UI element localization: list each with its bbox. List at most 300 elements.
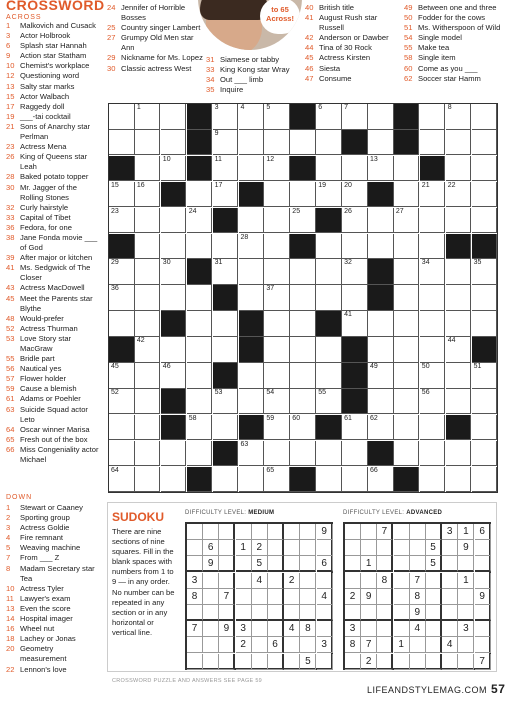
sudoku-empty-cell[interactable] [252,524,268,540]
sudoku-empty-cell[interactable] [458,589,474,605]
sudoku-empty-cell[interactable] [394,540,410,556]
crossword-cell[interactable] [187,311,213,337]
sudoku-medium-grid[interactable] [185,522,333,670]
sudoku-empty-cell[interactable] [187,524,203,540]
crossword-cell[interactable] [472,208,498,234]
crossword-cell[interactable] [264,389,290,415]
crossword-cell[interactable] [109,208,135,234]
sudoku-empty-cell[interactable] [442,621,458,637]
crossword-cell[interactable] [109,467,135,493]
crossword-cell[interactable] [316,156,342,182]
sudoku-empty-cell[interactable] [377,589,393,605]
crossword-cell[interactable] [420,182,446,208]
crossword-cell[interactable] [161,259,187,285]
crossword-cell[interactable] [135,208,161,234]
crossword-cell[interactable] [109,182,135,208]
crossword-cell[interactable] [394,415,420,441]
crossword-cell[interactable] [368,311,394,337]
crossword-cell[interactable] [316,389,342,415]
crossword-cell[interactable] [264,441,290,467]
crossword-cell[interactable] [135,415,161,441]
sudoku-empty-cell[interactable] [187,605,203,621]
crossword-cell[interactable] [420,130,446,156]
crossword-cell[interactable] [446,156,472,182]
sudoku-empty-cell[interactable] [219,540,235,556]
sudoku-empty-cell[interactable] [317,540,333,556]
crossword-cell[interactable] [472,285,498,311]
crossword-cell[interactable] [264,415,290,441]
crossword-cell[interactable] [368,389,394,415]
crossword-cell[interactable] [109,259,135,285]
crossword-cell[interactable] [342,104,368,130]
crossword-cell[interactable] [316,285,342,311]
crossword-cell[interactable] [290,441,316,467]
crossword-cell[interactable] [290,311,316,337]
crossword-cell[interactable] [342,467,368,493]
crossword-cell[interactable] [213,130,239,156]
crossword-cell[interactable] [109,363,135,389]
crossword-cell[interactable] [161,156,187,182]
sudoku-empty-cell[interactable] [426,637,442,653]
crossword-cell[interactable] [446,311,472,337]
crossword-cell[interactable] [446,104,472,130]
crossword-cell[interactable] [187,441,213,467]
crossword-cell[interactable] [161,104,187,130]
sudoku-empty-cell[interactable] [252,589,268,605]
sudoku-empty-cell[interactable] [219,605,235,621]
sudoku-empty-cell[interactable] [475,556,491,572]
sudoku-empty-cell[interactable] [458,637,474,653]
crossword-cell[interactable] [187,182,213,208]
crossword-cell[interactable] [135,467,161,493]
sudoku-empty-cell[interactable] [203,654,219,670]
crossword-cell[interactable] [264,311,290,337]
crossword-cell[interactable] [161,234,187,260]
sudoku-empty-cell[interactable] [268,589,284,605]
crossword-cell[interactable] [161,467,187,493]
crossword-cell[interactable] [213,337,239,363]
crossword-cell[interactable] [290,259,316,285]
crossword-cell[interactable] [239,234,265,260]
crossword-cell[interactable] [472,156,498,182]
crossword-cell[interactable] [446,337,472,363]
crossword-cell[interactable] [394,285,420,311]
crossword-cell[interactable] [368,415,394,441]
sudoku-empty-cell[interactable] [426,621,442,637]
crossword-cell[interactable] [316,441,342,467]
sudoku-empty-cell[interactable] [426,573,442,589]
sudoku-empty-cell[interactable] [410,556,426,572]
sudoku-empty-cell[interactable] [236,605,252,621]
crossword-cell[interactable] [394,234,420,260]
sudoku-empty-cell[interactable] [300,605,316,621]
sudoku-empty-cell[interactable] [252,621,268,637]
crossword-cell[interactable] [368,363,394,389]
sudoku-empty-cell[interactable] [394,556,410,572]
sudoku-empty-cell[interactable] [345,524,361,540]
crossword-cell[interactable] [135,337,161,363]
sudoku-empty-cell[interactable] [203,637,219,653]
crossword-cell[interactable] [213,311,239,337]
crossword-cell[interactable] [472,311,498,337]
crossword-cell[interactable] [342,311,368,337]
crossword-cell[interactable] [161,363,187,389]
crossword-cell[interactable] [213,467,239,493]
sudoku-empty-cell[interactable] [394,589,410,605]
crossword-cell[interactable] [420,208,446,234]
crossword-cell[interactable] [368,104,394,130]
sudoku-empty-cell[interactable] [317,605,333,621]
crossword-cell[interactable] [264,363,290,389]
sudoku-empty-cell[interactable] [345,573,361,589]
crossword-cell[interactable] [264,156,290,182]
sudoku-empty-cell[interactable] [284,556,300,572]
sudoku-empty-cell[interactable] [203,524,219,540]
crossword-cell[interactable] [368,467,394,493]
crossword-cell[interactable] [264,130,290,156]
crossword-cell[interactable] [394,389,420,415]
sudoku-empty-cell[interactable] [300,556,316,572]
crossword-cell[interactable] [290,389,316,415]
sudoku-empty-cell[interactable] [300,524,316,540]
sudoku-empty-cell[interactable] [203,605,219,621]
crossword-cell[interactable] [368,156,394,182]
sudoku-empty-cell[interactable] [442,540,458,556]
crossword-cell[interactable] [342,156,368,182]
sudoku-empty-cell[interactable] [187,540,203,556]
crossword-cell[interactable] [446,130,472,156]
sudoku-empty-cell[interactable] [219,573,235,589]
sudoku-empty-cell[interactable] [361,605,377,621]
crossword-cell[interactable] [290,182,316,208]
sudoku-empty-cell[interactable] [219,556,235,572]
crossword-cell[interactable] [446,363,472,389]
crossword-cell[interactable] [187,363,213,389]
crossword-cell[interactable] [161,208,187,234]
crossword-cell[interactable] [264,182,290,208]
crossword-cell[interactable] [316,259,342,285]
crossword-cell[interactable] [472,415,498,441]
sudoku-empty-cell[interactable] [317,573,333,589]
crossword-cell[interactable] [213,415,239,441]
crossword-cell[interactable] [342,415,368,441]
sudoku-empty-cell[interactable] [442,573,458,589]
crossword-cell[interactable] [394,311,420,337]
sudoku-empty-cell[interactable] [187,637,203,653]
crossword-cell[interactable] [368,130,394,156]
crossword-cell[interactable] [239,389,265,415]
sudoku-empty-cell[interactable] [219,637,235,653]
sudoku-empty-cell[interactable] [284,524,300,540]
sudoku-advanced-grid[interactable] [343,522,491,670]
crossword-cell[interactable] [135,441,161,467]
crossword-cell[interactable] [420,415,446,441]
crossword-cell[interactable] [161,130,187,156]
sudoku-empty-cell[interactable] [394,621,410,637]
crossword-cell[interactable] [342,441,368,467]
crossword-cell[interactable] [420,363,446,389]
sudoku-empty-cell[interactable] [187,556,203,572]
sudoku-empty-cell[interactable] [317,654,333,670]
crossword-cell[interactable] [446,285,472,311]
crossword-cell[interactable] [342,182,368,208]
crossword-cell[interactable] [446,259,472,285]
crossword-cell[interactable] [239,441,265,467]
crossword-cell[interactable] [472,467,498,493]
crossword-cell[interactable] [187,208,213,234]
crossword-cell[interactable] [316,363,342,389]
crossword-cell[interactable] [239,130,265,156]
crossword-cell[interactable] [420,259,446,285]
crossword-cell[interactable] [213,234,239,260]
crossword-cell[interactable] [420,337,446,363]
crossword-cell[interactable] [472,389,498,415]
crossword-cell[interactable] [472,441,498,467]
crossword-cell[interactable] [420,311,446,337]
sudoku-empty-cell[interactable] [394,573,410,589]
crossword-cell[interactable] [472,182,498,208]
crossword-cell[interactable] [472,363,498,389]
sudoku-empty-cell[interactable] [203,589,219,605]
sudoku-empty-cell[interactable] [236,573,252,589]
sudoku-empty-cell[interactable] [284,654,300,670]
crossword-cell[interactable] [394,182,420,208]
crossword-cell[interactable] [316,130,342,156]
crossword-cell[interactable] [394,337,420,363]
crossword-cell[interactable] [239,285,265,311]
sudoku-empty-cell[interactable] [475,573,491,589]
sudoku-empty-cell[interactable] [345,654,361,670]
crossword-cell[interactable] [213,182,239,208]
crossword-cell[interactable] [135,285,161,311]
crossword-cell[interactable] [239,208,265,234]
crossword-cell[interactable] [239,259,265,285]
sudoku-empty-cell[interactable] [268,621,284,637]
sudoku-empty-cell[interactable] [426,589,442,605]
crossword-cell[interactable] [342,208,368,234]
crossword-cell[interactable] [135,311,161,337]
crossword-cell[interactable] [135,234,161,260]
crossword-cell[interactable] [264,337,290,363]
crossword-cell[interactable] [109,285,135,311]
sudoku-empty-cell[interactable] [475,605,491,621]
sudoku-empty-cell[interactable] [284,637,300,653]
crossword-cell[interactable] [213,389,239,415]
sudoku-empty-cell[interactable] [458,605,474,621]
sudoku-empty-cell[interactable] [300,637,316,653]
sudoku-empty-cell[interactable] [236,524,252,540]
crossword-cell[interactable] [135,389,161,415]
sudoku-empty-cell[interactable] [203,621,219,637]
crossword-cell[interactable] [213,104,239,130]
crossword-cell[interactable] [420,441,446,467]
sudoku-empty-cell[interactable] [300,573,316,589]
sudoku-empty-cell[interactable] [458,556,474,572]
sudoku-empty-cell[interactable] [219,524,235,540]
crossword-cell[interactable] [161,441,187,467]
sudoku-empty-cell[interactable] [252,637,268,653]
sudoku-empty-cell[interactable] [475,637,491,653]
crossword-cell[interactable] [135,182,161,208]
crossword-cell[interactable] [316,467,342,493]
sudoku-empty-cell[interactable] [377,637,393,653]
sudoku-empty-cell[interactable] [236,589,252,605]
crossword-cell[interactable] [109,104,135,130]
crossword-cell[interactable] [394,259,420,285]
crossword-cell[interactable] [290,363,316,389]
crossword-cell[interactable] [472,104,498,130]
sudoku-empty-cell[interactable] [475,540,491,556]
sudoku-empty-cell[interactable] [268,556,284,572]
sudoku-empty-cell[interactable] [268,573,284,589]
crossword-cell[interactable] [420,285,446,311]
sudoku-empty-cell[interactable] [345,540,361,556]
sudoku-empty-cell[interactable] [284,605,300,621]
crossword-cell[interactable] [472,259,498,285]
crossword-cell[interactable] [187,234,213,260]
crossword-cell[interactable] [368,234,394,260]
crossword-cell[interactable] [342,259,368,285]
sudoku-empty-cell[interactable] [219,654,235,670]
crossword-grid[interactable] [108,103,498,493]
sudoku-empty-cell[interactable] [268,654,284,670]
crossword-cell[interactable] [109,389,135,415]
crossword-cell[interactable] [290,415,316,441]
sudoku-empty-cell[interactable] [284,589,300,605]
crossword-cell[interactable] [368,208,394,234]
crossword-cell[interactable] [342,285,368,311]
sudoku-empty-cell[interactable] [410,637,426,653]
crossword-cell[interactable] [264,234,290,260]
sudoku-empty-cell[interactable] [284,540,300,556]
sudoku-empty-cell[interactable] [426,654,442,670]
crossword-cell[interactable] [264,208,290,234]
crossword-cell[interactable] [264,259,290,285]
sudoku-empty-cell[interactable] [361,524,377,540]
sudoku-empty-cell[interactable] [475,621,491,637]
crossword-cell[interactable] [446,182,472,208]
crossword-cell[interactable] [239,156,265,182]
sudoku-empty-cell[interactable] [442,605,458,621]
sudoku-empty-cell[interactable] [236,556,252,572]
crossword-cell[interactable] [446,208,472,234]
crossword-cell[interactable] [472,130,498,156]
crossword-cell[interactable] [316,182,342,208]
sudoku-empty-cell[interactable] [252,654,268,670]
sudoku-empty-cell[interactable] [377,605,393,621]
sudoku-empty-cell[interactable] [410,524,426,540]
sudoku-empty-cell[interactable] [252,605,268,621]
sudoku-empty-cell[interactable] [361,621,377,637]
crossword-cell[interactable] [394,156,420,182]
crossword-cell[interactable] [316,104,342,130]
crossword-cell[interactable] [420,104,446,130]
sudoku-empty-cell[interactable] [442,654,458,670]
crossword-cell[interactable] [394,363,420,389]
sudoku-empty-cell[interactable] [377,556,393,572]
sudoku-empty-cell[interactable] [458,654,474,670]
crossword-cell[interactable] [161,285,187,311]
crossword-cell[interactable] [420,389,446,415]
sudoku-empty-cell[interactable] [300,540,316,556]
crossword-cell[interactable] [264,467,290,493]
sudoku-empty-cell[interactable] [268,605,284,621]
crossword-cell[interactable] [239,363,265,389]
sudoku-empty-cell[interactable] [426,605,442,621]
sudoku-empty-cell[interactable] [317,621,333,637]
crossword-cell[interactable] [213,156,239,182]
crossword-cell[interactable] [135,156,161,182]
crossword-cell[interactable] [446,441,472,467]
crossword-cell[interactable] [264,104,290,130]
crossword-cell[interactable] [161,337,187,363]
crossword-cell[interactable] [187,415,213,441]
crossword-cell[interactable] [213,259,239,285]
sudoku-empty-cell[interactable] [377,540,393,556]
sudoku-empty-cell[interactable] [394,605,410,621]
sudoku-empty-cell[interactable] [345,556,361,572]
crossword-cell[interactable] [316,234,342,260]
crossword-cell[interactable] [290,208,316,234]
crossword-cell[interactable] [187,285,213,311]
sudoku-empty-cell[interactable] [394,654,410,670]
sudoku-empty-cell[interactable] [361,540,377,556]
sudoku-empty-cell[interactable] [300,589,316,605]
crossword-cell[interactable] [342,234,368,260]
crossword-cell[interactable] [394,441,420,467]
sudoku-empty-cell[interactable] [361,573,377,589]
crossword-cell[interactable] [239,467,265,493]
sudoku-empty-cell[interactable] [345,605,361,621]
crossword-cell[interactable] [290,285,316,311]
crossword-cell[interactable] [109,311,135,337]
sudoku-empty-cell[interactable] [236,654,252,670]
crossword-cell[interactable] [264,285,290,311]
crossword-cell[interactable] [446,389,472,415]
sudoku-empty-cell[interactable] [377,654,393,670]
crossword-cell[interactable] [109,415,135,441]
sudoku-empty-cell[interactable] [377,621,393,637]
crossword-cell[interactable] [109,130,135,156]
sudoku-empty-cell[interactable] [410,654,426,670]
crossword-cell[interactable] [187,389,213,415]
crossword-cell[interactable] [446,467,472,493]
crossword-cell[interactable] [420,234,446,260]
crossword-cell[interactable] [420,467,446,493]
crossword-cell[interactable] [239,104,265,130]
sudoku-empty-cell[interactable] [268,540,284,556]
crossword-cell[interactable] [290,337,316,363]
crossword-cell[interactable] [394,208,420,234]
crossword-cell[interactable] [368,337,394,363]
crossword-cell[interactable] [135,259,161,285]
sudoku-empty-cell[interactable] [187,654,203,670]
sudoku-empty-cell[interactable] [442,556,458,572]
crossword-cell[interactable] [316,337,342,363]
crossword-cell[interactable] [135,363,161,389]
sudoku-empty-cell[interactable] [410,540,426,556]
crossword-cell[interactable] [109,441,135,467]
crossword-cell[interactable] [187,337,213,363]
crossword-cell[interactable] [135,130,161,156]
sudoku-empty-cell[interactable] [442,589,458,605]
sudoku-empty-cell[interactable] [203,573,219,589]
sudoku-empty-cell[interactable] [394,524,410,540]
sudoku-empty-cell[interactable] [268,524,284,540]
crossword-cell[interactable] [135,104,161,130]
crossword-cell[interactable] [290,130,316,156]
sudoku-empty-cell[interactable] [426,524,442,540]
